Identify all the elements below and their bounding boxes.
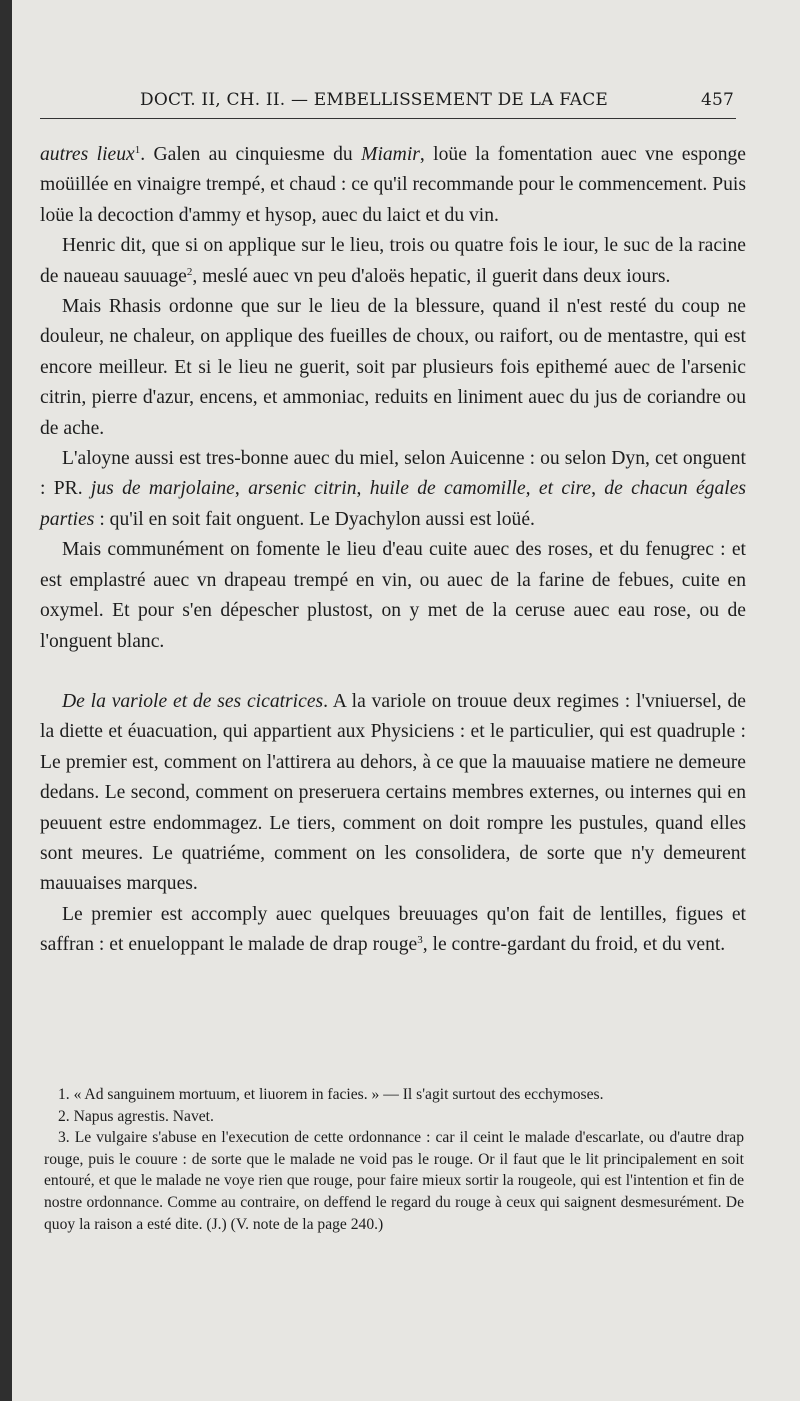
italic-text: Miamir xyxy=(361,144,420,165)
paragraph-text: . Galen au cinquiesme du xyxy=(140,144,362,165)
footnote-ref-1: 1 xyxy=(134,144,141,156)
footnote-ref-3: 3 xyxy=(417,934,423,947)
book-page xyxy=(12,0,800,1401)
paragraph-text: Le premier est accomply auec quelques breuuages qu'on fait de lentilles, figues et saffran : et enueloppant le malade de drap rouge xyxy=(40,903,746,956)
separator: , xyxy=(234,478,249,500)
footnote-ref-2: 2 xyxy=(186,265,193,278)
footnote-1: 1. « Ad sanguinem mortuum, et liuorem in facies. » — Il s'agit surtout des ecchymoses. xyxy=(58,1086,604,1103)
paragraph-text: : qu'il en soit fait onguent. Le Dyachylon aussi est loüé. xyxy=(94,508,535,530)
main-text xyxy=(40,140,746,961)
italic-text: huile de camomille, et cire xyxy=(369,478,592,500)
paragraph-7 xyxy=(40,900,746,961)
paragraph-5: Mais communément on fomente le lieu d'eau cuite auec des roses, et du fenugrec : et est emplastré auec vn drapeau trempé en vin, ou auec de la farine de febues, cuite en oxymel. Et pour s'en dépescher plustost, on y met de la ceruse auec eau rose, ou de l'onguent blanc. xyxy=(40,539,746,652)
paragraph-1 xyxy=(40,140,746,231)
footnote-2: 2. Napus agrestis. Navet. xyxy=(58,1107,214,1125)
italic-text: jus de marjolaine xyxy=(90,478,235,500)
page-number: 457 xyxy=(700,90,734,110)
footnote-3: 3. Le vulgaire s'abuse en l'execution de cette ordonnance : car il ceint le malade d'escarlate, ou d'autre drap rouge, puis le couure : de sorte que le malade ne void pas le rouge. Or il faut que le lit principalement en soit entouré, et que le malade ne voye rien que rouge, pour faire mieux sortir la rougeole, qui est l'intention et fin de nostre ordonnance. Comme au contraire, on deffend le regard du rouge à ceux qui saignent desmesurément. De quoy la raison a esté dite. (J.) (V. note de la page 240.) xyxy=(44,1129,744,1233)
paragraph-6 xyxy=(40,687,746,900)
paragraph-2 xyxy=(40,231,746,292)
section-heading: De la variole et de ses cicatrices xyxy=(62,690,324,712)
paragraph-text: , loüe la fomentation auec vne esponge moüillée en vinaigre trempé, et chaud : ce qu'il recommande pour le commencement. Puis loüe la decoction d'ammy et hysop, auec du laict et du vin. xyxy=(40,144,747,226)
paragraph-text: . A la variole on trouue deux regimes : l'vniuersel, de la diette et éuacuation, qui appartient aux Physiciens : et le particulier, qui est quadruple : Le premier est, comment on l'attirera au dehors, à ce que la mauuaise matiere ne demeure dedans. Le second, comment on preseruera certains membres externes, ou internes qui en peuuent estre endommagez. Le tiers, comment on doit rompre les pustules, quand elles sont meures. Le quatriéme, comment on les consolidera, de sorte que n'y demeurent mauuaises marques. xyxy=(40,690,746,895)
footnotes xyxy=(44,1084,744,1235)
italic-text: arsenic citrin xyxy=(248,478,357,500)
paragraph-text: , meslé auec vn peu d'aloës hepatic, il guerit dans deux iours. xyxy=(192,265,671,287)
paragraph-4 xyxy=(40,444,746,535)
separator: , xyxy=(356,478,370,500)
paragraph-text: Henric dit, que si on applique sur le lieu, trois ou quatre fois le iour, le suc de la racine de naueau sauuage xyxy=(40,235,746,287)
italic-text: autres lieux xyxy=(40,144,135,165)
header-title: DOCT. II, CH. II. — EMBELLISSEMENT DE LA FACE xyxy=(140,90,609,110)
paragraph-text: , le contre-gardant du froid, et du vent. xyxy=(422,934,726,956)
italic-text: de chacun égales parties xyxy=(40,478,747,530)
separator: , xyxy=(591,478,605,500)
paragraph-3: Mais Rhasis ordonne que sur le lieu de la blessure, quand il n'est resté du coup ne douleur, ne chaleur, on applique des fueilles de choux, ou raifort, ou de mentastre, qui est encore meilleur. Et si le lieu ne guerit, soit par plusieurs fois epithemé auec de l'arsenic citrin, pierre d'azur, encens, et ammoniac, reduits en liniment auec du jus de coriandre ou de ache. xyxy=(40,296,746,439)
paragraph-text: L'aloyne aussi est tres-bonne auec du miel, selon Auicenne : ou selon Dyn, cet onguent : PR. xyxy=(40,448,746,500)
running-header xyxy=(40,86,736,119)
